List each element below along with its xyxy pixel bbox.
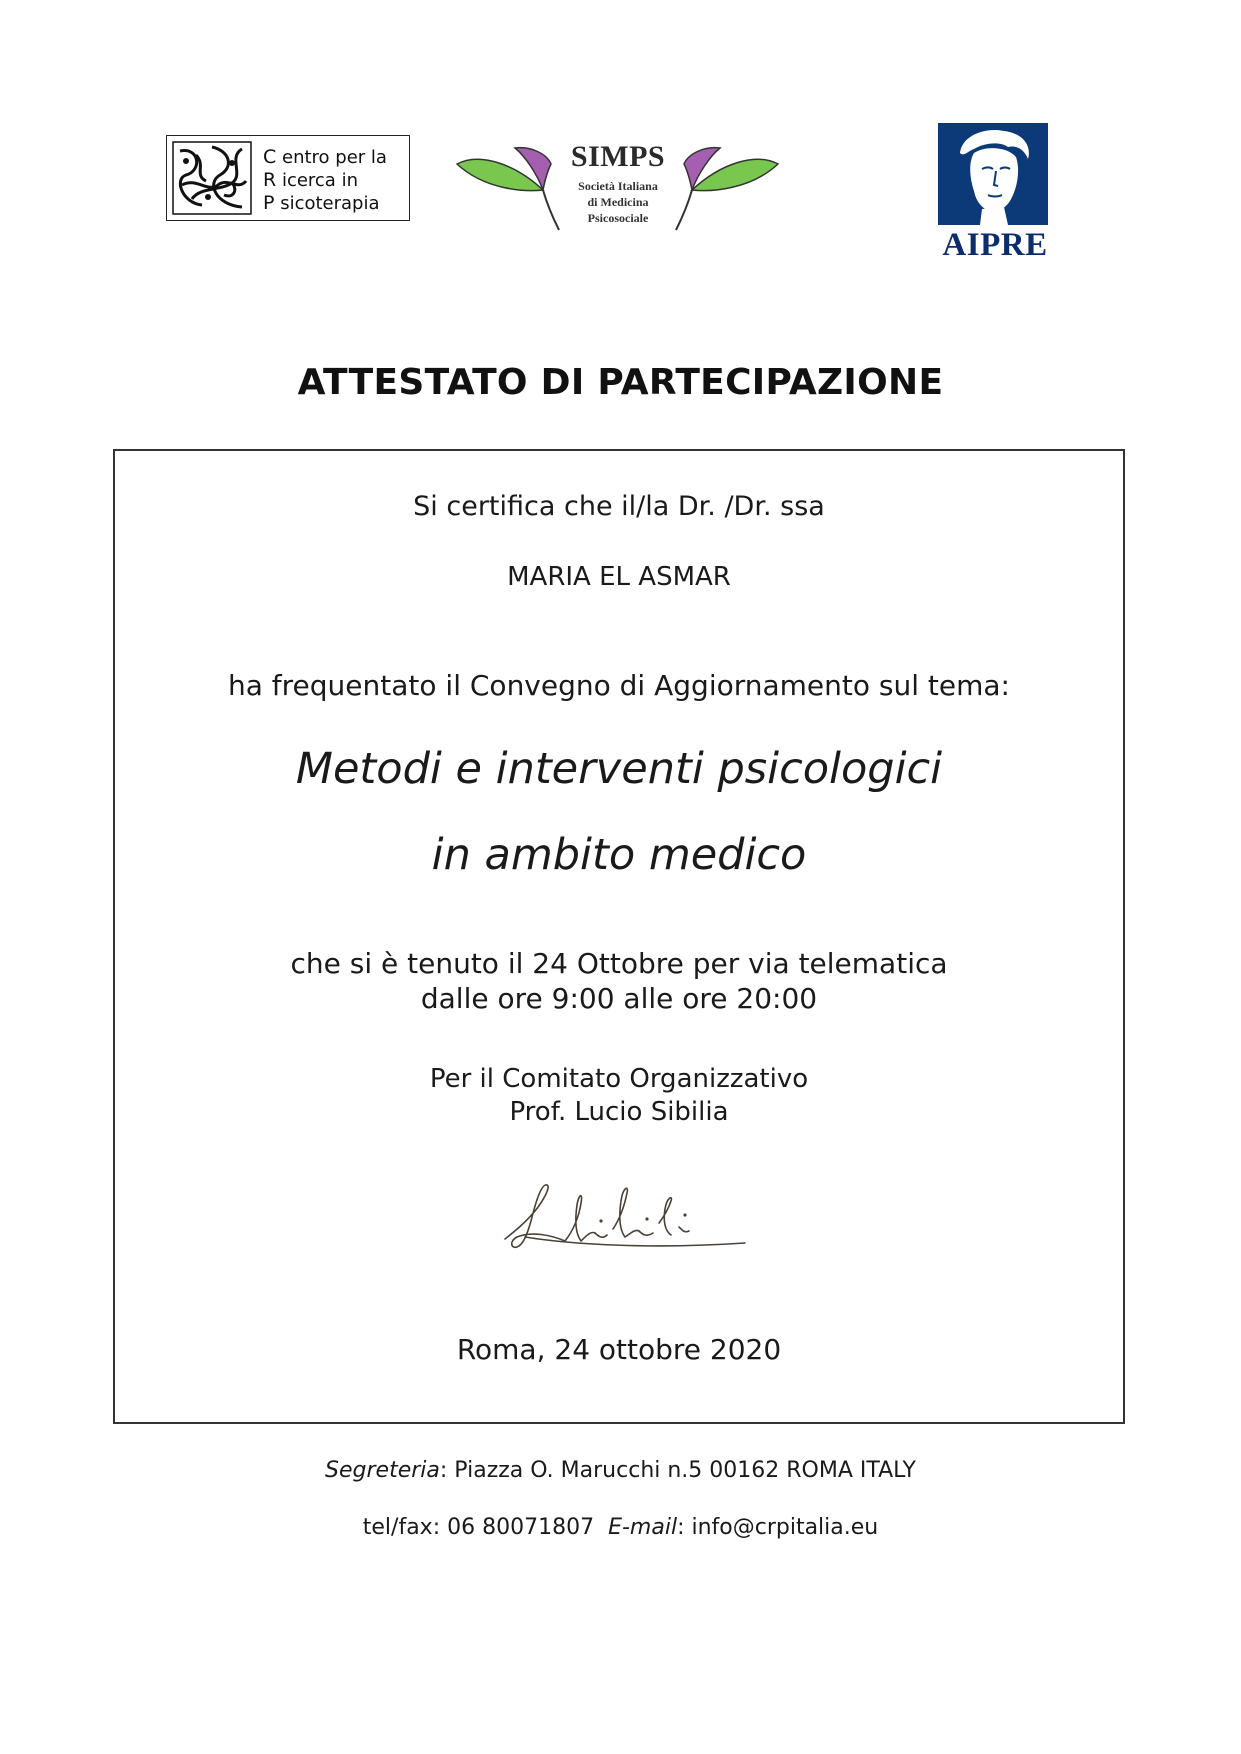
document-title: ATTESTATO DI PARTECIPAZIONE: [297, 362, 944, 403]
committee-label: Per il Comitato Organizzativo: [429, 1064, 809, 1094]
simps-title: SIMPS: [570, 140, 666, 173]
celtic-knot-icon: [172, 141, 252, 215]
crp-logo-text: [263, 146, 387, 215]
footer-address: [0, 1458, 1241, 1483]
simps-subtitle: Società Italiana di Medicina Psicosociale: [578, 179, 658, 225]
crp-logo: [166, 135, 410, 221]
attendance-text: ha frequentato il Convegno di Aggiornamento sul tema:: [228, 669, 1010, 702]
committee-head-name: Prof. Lucio Sibilia: [509, 1097, 729, 1127]
certify-intro: Si certifica che il/la Dr. /Dr. ssa: [413, 491, 825, 522]
aipre-emblem: [938, 123, 1048, 225]
email-text: : info@crpitalia.eu: [677, 1515, 879, 1540]
phone-text: tel/fax: 06 80071807: [362, 1515, 595, 1540]
topic-title-line: in ambito medico: [431, 830, 807, 880]
crp-logo-line: C entro per la: [263, 146, 387, 168]
simps-logo: [455, 138, 780, 234]
classical-head-icon: [938, 123, 1048, 225]
crp-logo-line: P sicoterapia: [263, 192, 380, 214]
event-date-text: che si è tenuto il 24 Ottobre per via telematica: [290, 947, 948, 980]
topic-title-line: Metodi e interventi psicologici: [295, 744, 943, 794]
secretariat-label: Segreteria: [325, 1458, 440, 1483]
signature-icon: [495, 1171, 765, 1261]
left-leaf-icon: [455, 144, 565, 234]
event-hours-text: dalle ore 9:00 alle ore 20:00: [420, 982, 818, 1015]
crp-logo-line: R icerca in: [263, 169, 358, 191]
place-date: Roma, 24 ottobre 2020: [456, 1333, 782, 1366]
aipre-label: AIPRE: [942, 227, 1048, 263]
right-leaf-icon: [670, 144, 780, 234]
participant-name: MARIA EL ASMAR: [507, 562, 731, 592]
footer-contact: [0, 1515, 1241, 1540]
address-text: : Piazza O. Marucchi n.5 00162 ROMA ITALY: [439, 1458, 916, 1483]
email-label: E-mail: [608, 1515, 678, 1540]
certificate-frame: [113, 449, 1125, 1424]
aipre-logo: [936, 123, 1054, 263]
